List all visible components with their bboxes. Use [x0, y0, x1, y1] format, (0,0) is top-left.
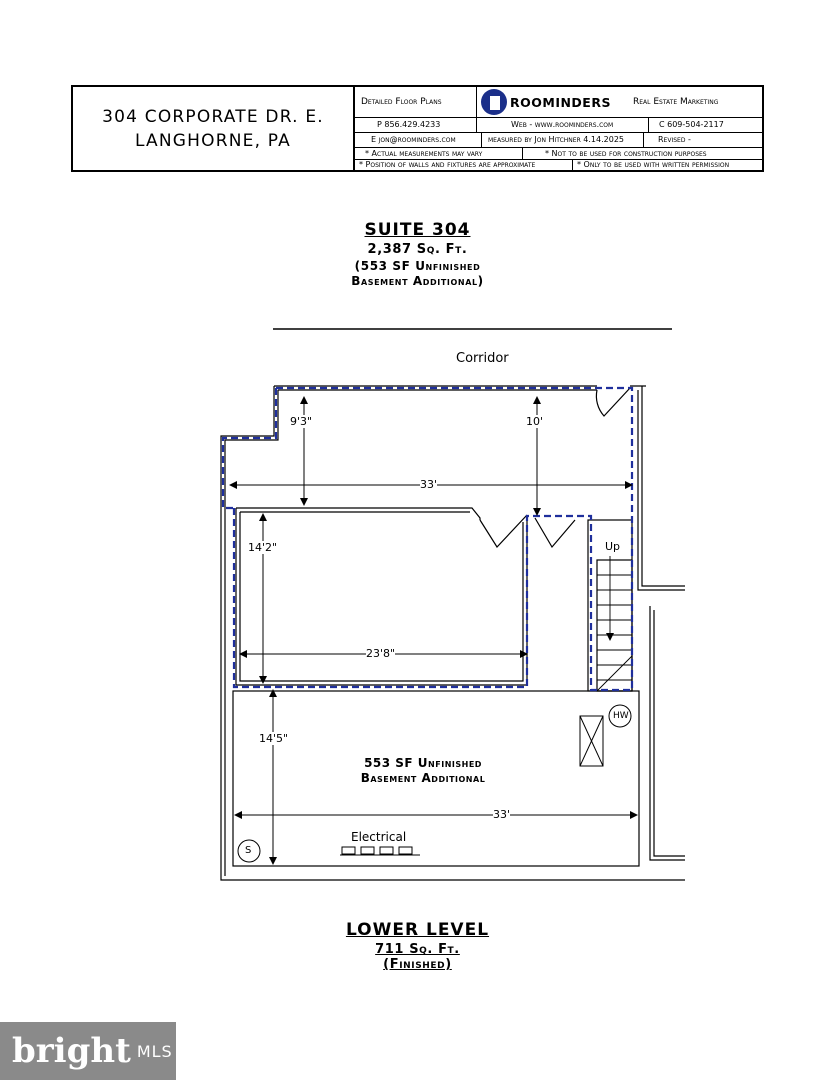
note-construction: * Not to be used for construction purposes: [545, 148, 707, 158]
real-estate-marketing: Real Estate Marketing: [633, 97, 719, 107]
sump-label: S: [245, 845, 252, 856]
lower-level-block: [0, 920, 835, 972]
phone: P 856.429.4233: [355, 117, 477, 132]
dim-33-top: 33': [420, 478, 438, 491]
unfinished-label: [340, 756, 506, 786]
hw-label: HW: [613, 711, 629, 721]
suite-title: SUITE 304: [364, 220, 471, 240]
doors: [480, 388, 630, 547]
dim-23-8: 23'8": [366, 647, 396, 660]
unfinished-line-2: Basement Additional: [360, 771, 486, 785]
dim-33-bottom: 33': [493, 808, 511, 821]
address-line-1: 304 CORPORATE DR. E.: [102, 106, 324, 127]
revised: Revised -: [658, 135, 691, 144]
unfinished-line-1: 553 SF Unfinished: [364, 756, 482, 770]
dimension-lines: [230, 397, 637, 864]
cell-phone: C 609-504-2117: [659, 120, 724, 129]
detailed-floor-plans: Detailed Floor Plans: [355, 87, 477, 117]
stair-up-label: Up: [605, 540, 621, 553]
bright-mls-watermark: [0, 1022, 176, 1080]
lower-level-status: (Finished): [383, 957, 452, 972]
suite-note-1: (553 SF Unfinished: [354, 259, 481, 273]
brand-name: ROOMINDERS: [510, 94, 611, 110]
lower-level-area: 711 Sq. Ft.: [375, 942, 460, 957]
note-permission: * Only to be used with written permission: [577, 160, 730, 169]
dim-9-3: 9'3": [290, 415, 313, 428]
dim-14-2: 14'2": [248, 541, 278, 554]
electrical-label: Electrical: [351, 830, 407, 844]
measured-by: measured by Jon Hitchner 4.14.2025: [482, 132, 644, 147]
mls-text: MLS: [136, 1041, 173, 1061]
dim-14-5: 14'5": [259, 732, 289, 745]
note-walls: * Position of walls and fixtures are approximate: [355, 159, 573, 170]
email: E jon@roominders.com: [355, 132, 482, 147]
dim-10: 10': [526, 415, 544, 428]
walls: [221, 386, 685, 880]
corridor-label: Corridor: [456, 351, 509, 366]
address-line-2: LANGHORNE, PA: [134, 130, 292, 151]
suite-note-2: Basement Additional): [351, 274, 484, 288]
bright-logo-text: bright: [12, 1031, 131, 1071]
web: Web - www.roominders.com: [477, 117, 649, 132]
finished-boundary: [223, 388, 632, 690]
suite-area: 2,387 Sq. Ft.: [367, 242, 468, 257]
note-actual: * Actual measurements may vary: [355, 147, 523, 159]
stair-treads: [597, 556, 632, 691]
lower-level-title: LOWER LEVEL: [345, 920, 490, 940]
